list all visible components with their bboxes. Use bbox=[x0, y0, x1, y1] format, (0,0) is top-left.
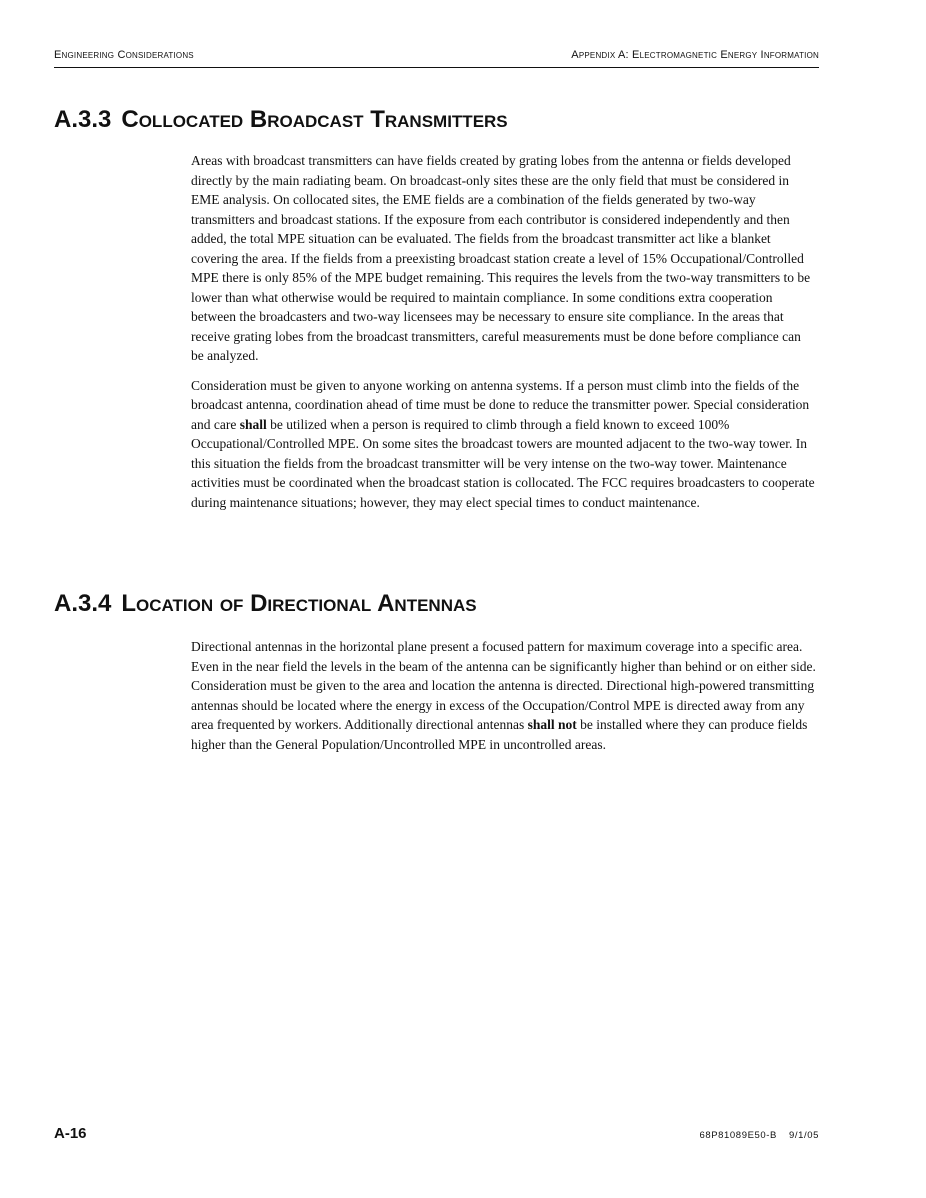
paragraph-text: Directional antennas in the horizontal plane present a focused pattern for maximum coverage into a specific area. Even in the near field the levels in the beam of the antenna can be significantly higher than behind or on either side. Consideration must be given to the area and location the antenna is directed. Directional high-powered transmitting antennas should be located where the energy in excess of the Occupation/Control MPE is directed away from any area frequented by workers. Additionally directional antennas bbox=[191, 639, 816, 732]
paragraph bbox=[191, 637, 816, 754]
section-title: Collocated Broadcast Transmitters bbox=[121, 106, 508, 133]
section-number: A.3.4 bbox=[54, 590, 112, 617]
emphasis-shall: shall bbox=[239, 416, 267, 432]
paragraph-text: Consideration must be given to anyone working on antenna systems. If a person must climb into the fields of the broadcast antenna, coordination ahead of time must be done to reduce the transmitter power. Special consideration and care bbox=[191, 377, 810, 432]
header-chapter-title: Engineering Considerations bbox=[54, 49, 194, 61]
doc-number: 68P81089E50-B bbox=[699, 1130, 777, 1141]
paragraph bbox=[191, 376, 816, 513]
paragraph-text: be utilized when a person is required to climb through a field known to exceed 100% Occupational/Controlled MPE. On some sites the broadcast towers are mounted adjacent to the two-way tower. In this situation the fields from the broadcast transmitter will be very intense on the two-way tower. Maintenance activities must be coordinated when the broadcast station is collocated. The FCC requires broadcasters to cooperate during maintenance situations; however, they may elect special times to conduct maintenance. bbox=[191, 416, 815, 510]
emphasis-shall-not: shall not bbox=[527, 717, 577, 732]
section-heading-a-3-3 bbox=[54, 106, 508, 134]
document-id bbox=[699, 1130, 819, 1141]
section-number: A.3.3 bbox=[54, 106, 112, 133]
paragraph-text: be installed where they can produce fields higher than the General Population/Uncontrolled MPE in uncontrolled areas. bbox=[191, 717, 808, 752]
header-appendix-title: Appendix A: Electromagnetic Energy Information bbox=[571, 49, 819, 61]
section-heading-a-3-4 bbox=[54, 590, 477, 618]
running-header bbox=[54, 49, 819, 68]
section-body-a-3-4 bbox=[191, 637, 816, 764]
page-number: A-16 bbox=[54, 1125, 87, 1142]
section-title: Location of Directional Antennas bbox=[121, 590, 477, 617]
paragraph: Areas with broadcast transmitters can have fields created by grating lobes from the antenna or fields developed directly by the main radiating beam. On broadcast-only sites these are the only field that must be considered in EME analysis. On collocated sites, the EME fields are a combination of the fields generated by two-way transmitters and broadcast stations. If the exposure from each contributor is considered independently and then added, the total MPE situation can be evaluated. The fields from the broadcast transmitter act like a blanket covering the area. If the fields from a preexisting broadcast station create a level of 15% Occupational/Controlled MPE there is only 85% of the MPE budget remaining. This requires the levels from the two-way transmitters to be lower than what otherwise would be required to maintain compliance. In some conditions extra cooperation between the broadcasters and two-way licensees may be necessary to ensure site compliance. In the areas that receive grating lobes from the broadcast transmitters, careful measurements must be done before compliance can be analyzed. bbox=[191, 153, 811, 363]
doc-date: 9/1/05 bbox=[788, 1130, 819, 1141]
section-body-a-3-3 bbox=[191, 151, 816, 522]
